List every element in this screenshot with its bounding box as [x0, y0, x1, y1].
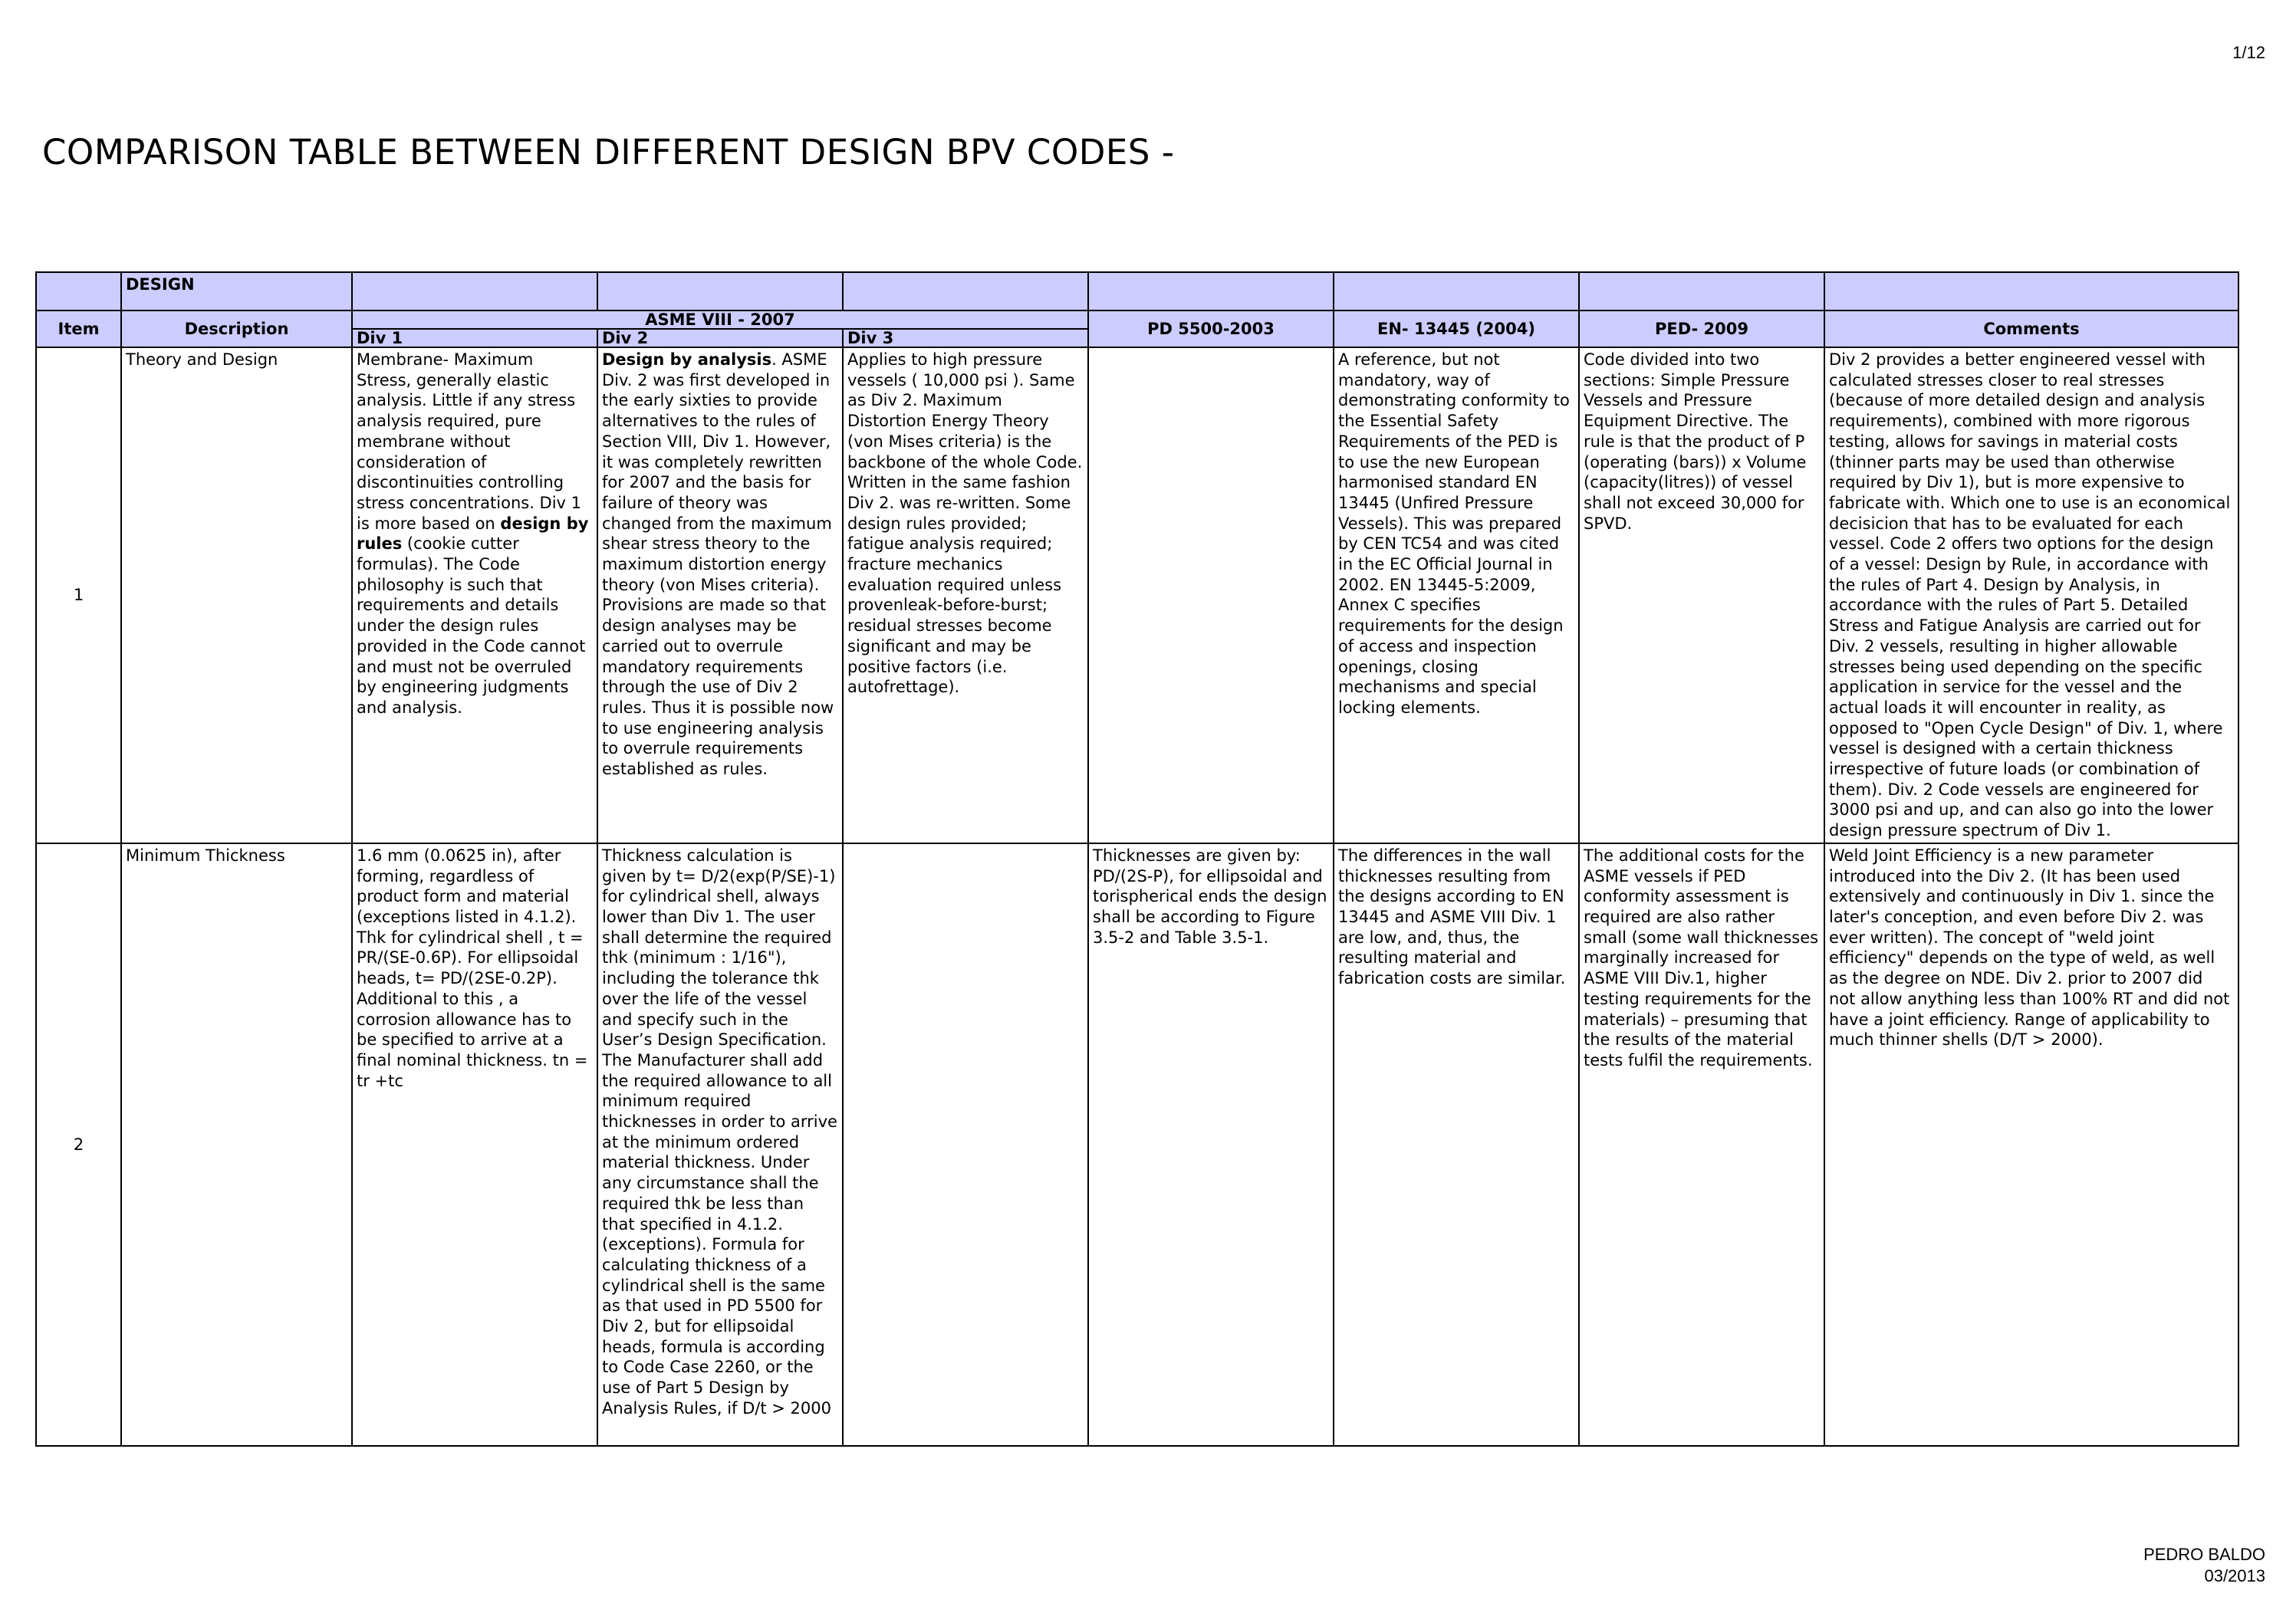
- footer-date: 03/2013: [2204, 1566, 2265, 1585]
- cell-ped: Code divided into two sections: Simple Pressure Vessels and Pressure Equipment Directive. The rule is that the product of P (operating (bars)) x Volume (capacity(litres)) of vessel shall not exceed 30,000 for SPVD.: [1579, 347, 1824, 843]
- header-div1: Div 1: [352, 329, 597, 347]
- band-cell: [1088, 272, 1334, 310]
- section-label: DESIGN: [121, 272, 352, 310]
- band-cell: [1824, 272, 2238, 310]
- band-cell: [597, 272, 843, 310]
- header-div3: Div 3: [843, 329, 1088, 347]
- cell-div3: Applies to high pressure vessels ( 10,000 psi ). Same as Div 2. Maximum Distortion Energy Theory (von Mises criteria) is the backbone of the whole Code. Written in the same fashion Div 2. was re-written. Some design rules provided; fatigue analysis required; fracture mechanics evaluation required unless provenleak-before-burst; residual stresses become significant and may be positive factors (i.e. autofrettage).: [843, 347, 1088, 843]
- header-item: Item: [36, 310, 121, 347]
- cell-pd5500: Thicknesses are given by: PD/(2S-P), for ellipsoidal and torispherical ends the design shall be according to Figure 3.5-2 and Table 3.5-1.: [1088, 843, 1334, 1446]
- item-number: 1: [36, 347, 121, 843]
- cell-pd5500: [1088, 347, 1334, 843]
- header-ped: PED- 2009: [1579, 310, 1824, 347]
- emphasis-text: Design by analysis: [602, 350, 772, 369]
- item-number: 2: [36, 843, 121, 1446]
- header-en13445: EN- 13445 (2004): [1334, 310, 1579, 347]
- header-row: [36, 310, 2238, 329]
- cell-div2: Design by analysis. ASME Div. 2 was first developed in the early sixties to provide alternatives to the rules of Section VIII, Div 1. However, it was completely rewritten for 2007 and the basis for failure of theory was changed from the maximum shear stress theory to the maximum distortion energy theory (von Mises criteria). Provisions are made so that design analyses may be carried out to overrule mandatory requirements through the use of Div 2 rules. Thus it is possible now to use engineering analysis to overrule requirements established as rules.: [597, 347, 843, 843]
- header-asme-group: ASME VIII - 2007: [352, 310, 1088, 329]
- header-comments: Comments: [1824, 310, 2238, 347]
- cell-comments: Weld Joint Efficiency is a new parameter introduced into the Div 2. (It has been used extensively and continuously in Div 1. since the later's conception, and even before Div 2. was ever written). The concept of "weld joint efficiency" depends on the type of weld, as well as the degree on NDE. Div 2. prior to 2007 did not allow anything less than 100% RT and did not have a joint efficiency. Range of applicability to much thinner shells (D/T > 2000).: [1824, 843, 2238, 1446]
- cell-div2: Thickness calculation is given by t= D/2(exp(P/SE)-1) for cylindrical shell, always lower than Div 1. The user shall determine the required thk (minimum : 1/16"), including the tolerance thk over the life of the vessel and specify such in the User’s Design Specification. The Manufacturer shall add the required allowance to all minimum required thicknesses in order to arrive at the minimum ordered material thickness. Under any circumstance shall the required thk be less than that specified in 4.1.2. (exceptions). Formula for calculating thickness of a cylindrical shell is the same as that used in PD 5500 for Div 2, but for ellipsoidal heads, formula is according to Code Case 2260, or the use of Part 5 Design by Analysis Rules, if D/t > 2000: [597, 843, 843, 1446]
- cell-en13445: A reference, but not mandatory, way of demonstrating conformity to the Essential Safety Requirements of the PED is to use the new European harmonised standard EN 13445 (Unfired Pressure Vessels). This was prepared by CEN TC54 and was cited in the EC Official Journal in 2002. EN 13445-5:2009, Annex C specifies requirements for the design of access and inspection openings, closing mechanisms and special locking elements.: [1334, 347, 1579, 843]
- cell-en13445: The differences in the wall thicknesses resulting from the designs according to EN 13445 and ASME VIII Div. 1 are low, and, thus, the resulting material and fabrication costs are similar.: [1334, 843, 1579, 1446]
- header-description: Description: [121, 310, 352, 347]
- footer: [2143, 1544, 2265, 1587]
- table-row: [36, 843, 2238, 1446]
- document-title: COMPARISON TABLE BETWEEN DIFFERENT DESIGN BPV CODES -: [42, 132, 1175, 172]
- cell-div3: [843, 843, 1088, 1446]
- band-cell-item: [36, 272, 121, 310]
- comparison-table: [35, 271, 2239, 1447]
- emphasis-text: design by rules: [357, 514, 589, 554]
- band-cell: [1334, 272, 1579, 310]
- header-pd5500: PD 5500-2003: [1088, 310, 1334, 347]
- row-description: Minimum Thickness: [121, 843, 352, 1446]
- row-description: Theory and Design: [121, 347, 352, 843]
- cell-comments: Div 2 provides a better engineered vessel with calculated stresses closer to real stresses (because of more detailed design and analysis requirements), combined with more rigorous testing, allows for savings in material costs (thinner parts may be used than otherwise required by Div 1), but is more expensive to fabricate with. Which one to use is an economical decisicion that has to be evaluated for each vessel. Code 2 offers two options for the design of a vessel: Design by Rule, in accordance with the rules of Part 4. Design by Analysis, in accordance with the rules of Part 5. Detailed Stress and Fatigue Analysis are carried out for Div. 2 vessels, resulting in higher allowable stresses being used depending on the specific application in service for the vessel and the actual loads it will encounter in reality, as opposed to "Open Cycle Design" of Div. 1, where vessel is designed with a certain thickness irrespective of future loads (or combination of them). Div. 2 Code vessels are engineered for 3000 psi and up, and can also go into the lower design pressure spectrum of Div 1.: [1824, 347, 2238, 843]
- band-cell: [352, 272, 597, 310]
- footer-author: PEDRO BALDO: [2143, 1545, 2265, 1564]
- cell-div1: 1.6 mm (0.0625 in), after forming, regardless of product form and material (exceptions listed in 4.1.2). Thk for cylindrical shell , t = PR/(SE-0.6P). For ellipsoidal heads, t= PD/(2SE-0.2P). Additional to this , a corrosion allowance has to be specified to arrive at a final nominal thickness. tn = tr +tc: [352, 843, 597, 1446]
- header-div2: Div 2: [597, 329, 843, 347]
- cell-ped: The additional costs for the ASME vessels if PED conformity assessment is required are also rather small (some wall thicknesses marginally increased for ASME VIII Div.1, higher testing requirements for the materials) – presuming that the results of the material tests fulfil the requirements.: [1579, 843, 1824, 1446]
- band-cell: [1579, 272, 1824, 310]
- table-row: [36, 347, 2238, 843]
- section-band: [36, 272, 2238, 310]
- cell-div1: Membrane- Maximum Stress, generally elastic analysis. Little if any stress analysis required, pure membrane without consideration of discontinuities controlling stress concentrations. Div 1 is more based on design by rules (cookie cutter formulas). The Code philosophy is such that requirements and details under the design rules provided in the Code cannot and must not be overruled by engineering judgments and analysis.: [352, 347, 597, 843]
- page-number: 1/12: [2232, 43, 2265, 62]
- band-cell: [843, 272, 1088, 310]
